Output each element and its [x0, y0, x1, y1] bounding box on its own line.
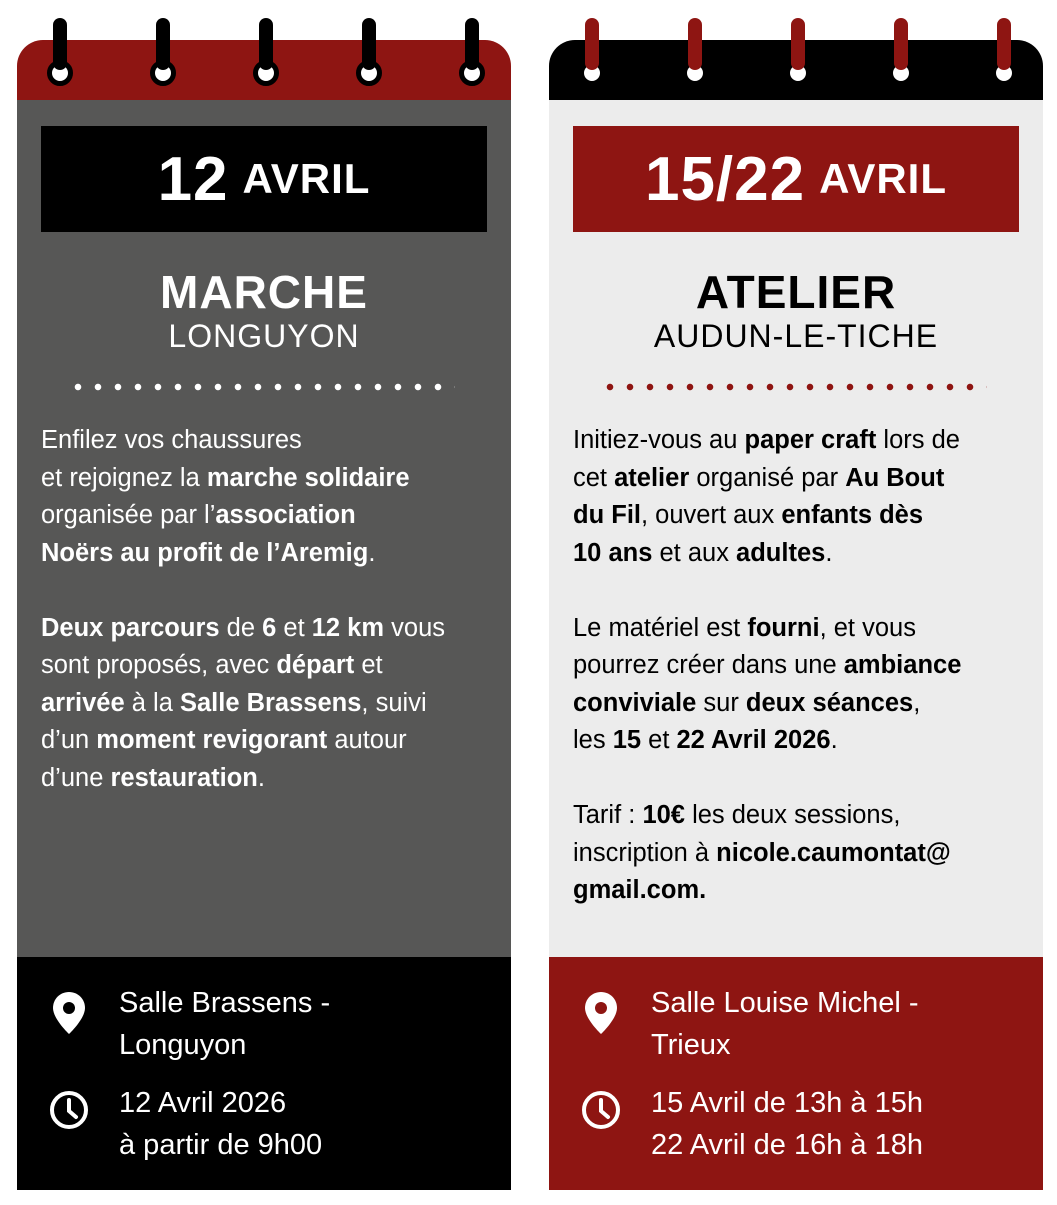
bold-text: marche solidaire — [206, 463, 410, 492]
spiral-binding — [17, 0, 511, 100]
text-run: et aux — [652, 538, 737, 567]
location-pin-icon — [577, 988, 625, 1036]
bold-text: deux séances — [745, 688, 914, 717]
text-run: d’une — [41, 763, 111, 792]
text-run: sur — [696, 688, 746, 717]
time-line: 12 Avril 2026 — [119, 1087, 287, 1119]
binding-ring — [17, 0, 121, 100]
binding-ring — [429, 0, 533, 100]
binding-ring — [326, 0, 430, 100]
date-month: AVRIL — [242, 155, 371, 202]
description-paragraph — [41, 422, 487, 572]
bold-text: fourni — [747, 613, 820, 642]
location-pin-icon — [45, 988, 93, 1036]
date-number: 15/22 — [644, 144, 806, 214]
binding-ring — [120, 0, 224, 100]
bold-text: association — [215, 501, 356, 529]
time-line: 15 Avril de 13h à 15h — [651, 1087, 923, 1119]
bold-text: Au Bout — [845, 463, 945, 492]
event-town: LONGUYON — [168, 318, 360, 354]
binding-ring — [223, 0, 327, 100]
text-run: et — [354, 651, 383, 679]
time-line: à partir de 9h00 — [119, 1129, 323, 1161]
binding-ring — [858, 0, 962, 100]
date-month: AVRIL — [819, 155, 948, 202]
description-paragraph — [573, 422, 1019, 572]
text-run: . — [368, 538, 376, 567]
text-run: vous — [384, 613, 445, 642]
bold-text: adultes — [736, 538, 826, 567]
text-run: de — [219, 613, 263, 642]
time-text — [119, 1082, 499, 1166]
bold-text: 10€ — [642, 801, 685, 829]
binding-ring — [755, 0, 859, 100]
bold-text: départ — [276, 651, 355, 679]
dotted-divider — [73, 382, 455, 392]
bold-text: restauration — [110, 763, 258, 792]
date-banner — [573, 126, 1019, 232]
text-run: et rejoignez la — [41, 463, 207, 492]
text-run: les — [573, 726, 613, 754]
spiral-binding — [549, 0, 1043, 100]
text-run: . — [825, 538, 833, 567]
bold-text: atelier — [614, 463, 690, 492]
text-run: et — [641, 726, 677, 754]
event-description — [573, 422, 1019, 910]
place-line: Trieux — [651, 1029, 731, 1061]
text-run: d’un — [41, 726, 97, 754]
dotted-divider — [605, 382, 987, 392]
bold-text: arrivée — [41, 688, 125, 717]
bold-text: gmail.com. — [573, 876, 707, 904]
binding-ring — [652, 0, 756, 100]
event-card-atelier — [549, 0, 1043, 1190]
bold-text: 6 — [262, 613, 277, 642]
bold-text: Noërs au profit de l’Aremig — [41, 538, 369, 567]
text-run: organisé par — [689, 463, 846, 492]
description-paragraph — [573, 610, 1019, 760]
place-line: Salle Louise Michel - — [651, 987, 919, 1019]
place-line: Salle Brassens - — [119, 987, 331, 1019]
place-text — [119, 982, 499, 1066]
bold-text: conviviale — [573, 688, 697, 717]
text-run: autour — [327, 726, 407, 754]
bold-text: 12 km — [311, 613, 385, 642]
text-run: Le matériel est — [573, 613, 748, 642]
text-run: , ouvert aux — [640, 501, 782, 529]
text-run: , suivi — [361, 688, 427, 717]
text-run: , et vous — [819, 613, 916, 642]
text-run: organisée par l’ — [41, 501, 216, 529]
description-paragraph — [573, 797, 1019, 910]
text-run: . — [830, 726, 838, 754]
bold-text: ambiance — [843, 651, 962, 679]
date-number: 12 — [157, 144, 229, 214]
bold-text: moment revigorant — [96, 726, 328, 754]
text-run: lors de — [876, 426, 960, 454]
time-text — [651, 1082, 1031, 1166]
clock-icon — [577, 1086, 625, 1134]
text-run: à la — [124, 688, 180, 717]
text-run: les deux sessions, — [684, 801, 901, 829]
date-banner — [41, 126, 487, 232]
binding-ring — [549, 0, 653, 100]
text-run: Tarif : — [573, 801, 643, 829]
place-text — [651, 982, 1031, 1066]
bold-text: nicole.caumontat@ — [716, 838, 951, 867]
bold-text: Deux parcours — [41, 613, 220, 642]
text-run: sont proposés, avec — [41, 651, 277, 679]
time-line: 22 Avril de 16h à 18h — [651, 1129, 923, 1161]
bold-text: paper craft — [744, 426, 877, 454]
text-run: inscription à — [573, 838, 717, 867]
text-run: Initiez-vous au — [573, 426, 745, 454]
event-description — [41, 422, 487, 797]
text-run: Enfilez vos chaussures — [41, 426, 302, 454]
bold-text: 15 — [612, 726, 642, 754]
bold-text: Salle Brassens — [179, 688, 362, 717]
bold-text: 22 Avril 2026 — [676, 726, 831, 754]
bold-text: du Fil — [573, 501, 641, 529]
bold-text: 10 ans — [573, 538, 653, 567]
text-run: , — [913, 688, 921, 717]
text-run: et — [276, 613, 312, 642]
event-town: AUDUN-LE-TICHE — [653, 318, 939, 354]
event-title: MARCHE — [160, 266, 368, 318]
event-title: ATELIER — [695, 266, 897, 318]
text-run: . — [257, 763, 265, 792]
place-line: Longuyon — [119, 1029, 247, 1061]
text-run: pourrez créer dans une — [573, 651, 844, 679]
bold-text: enfants dès — [781, 501, 924, 529]
event-card-marche — [17, 0, 511, 1190]
text-run: cet — [573, 463, 615, 492]
clock-icon — [45, 1086, 93, 1134]
binding-ring — [961, 0, 1057, 100]
description-paragraph — [41, 610, 487, 798]
